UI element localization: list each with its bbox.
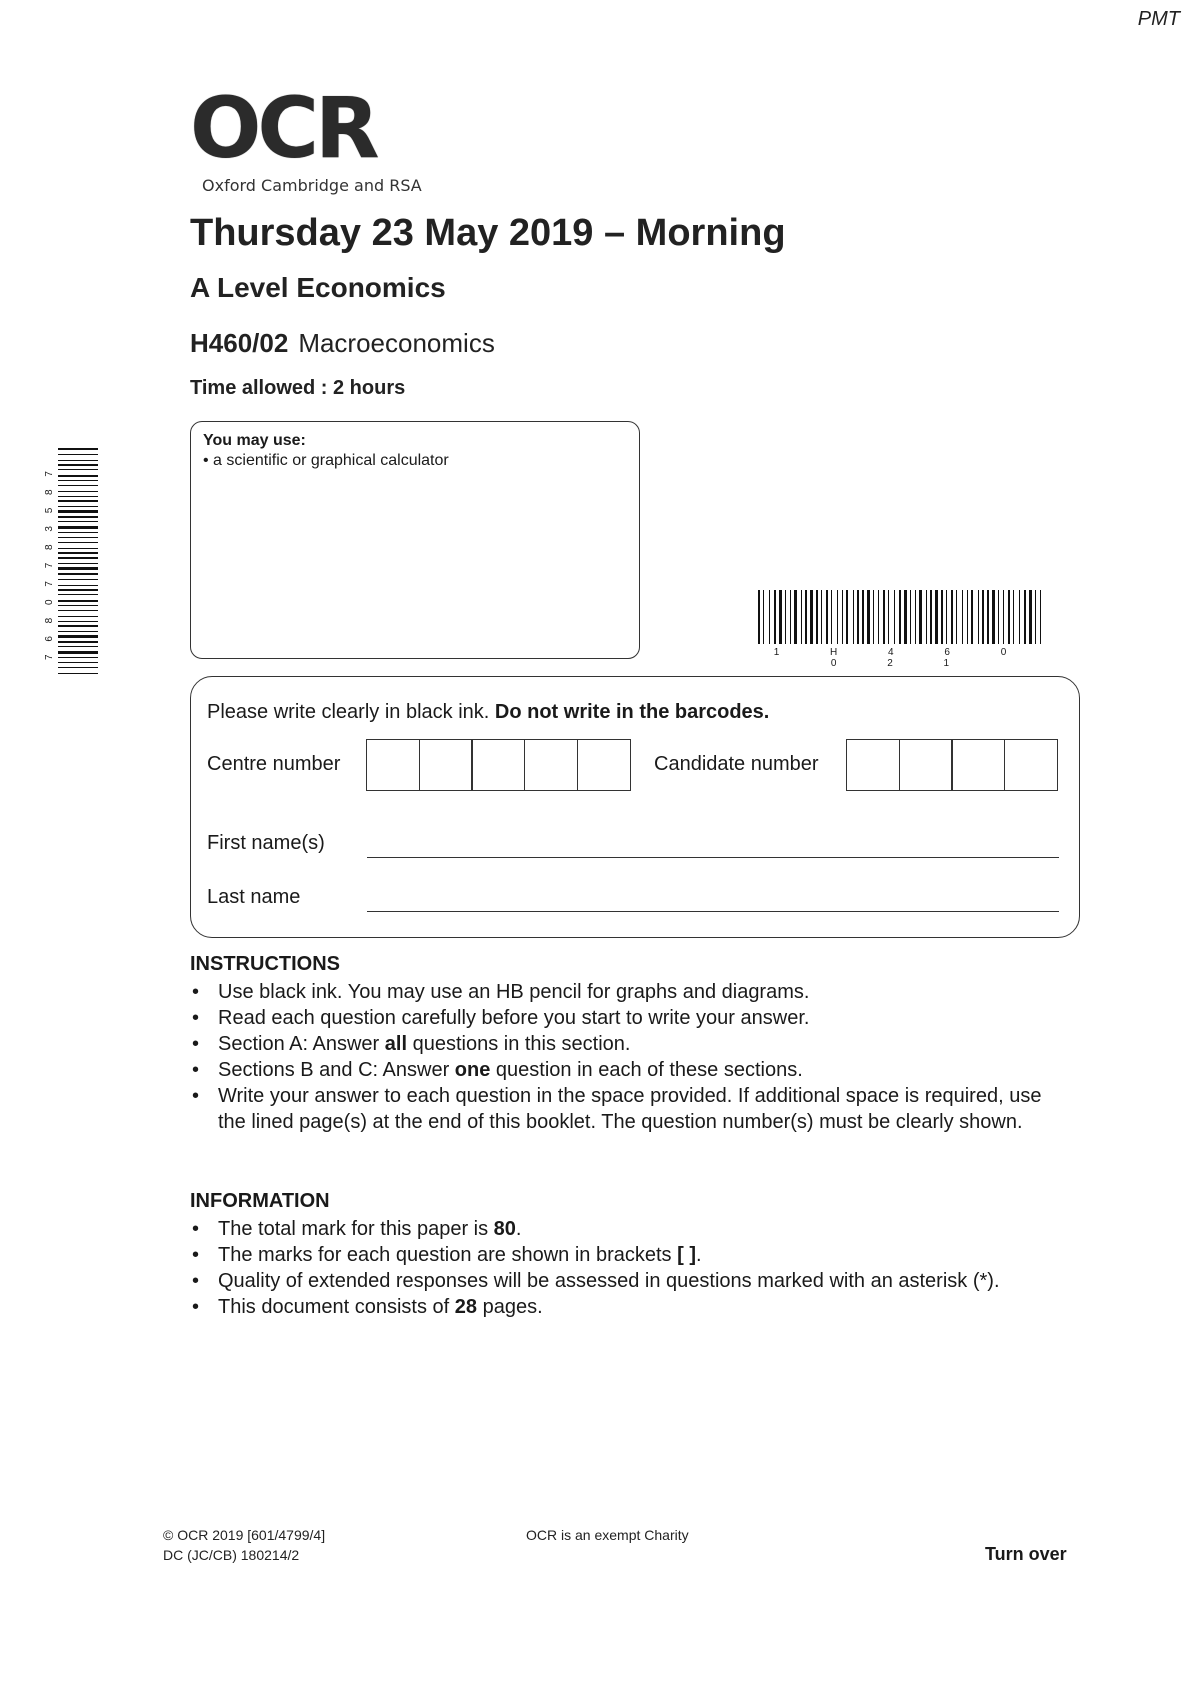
barcode-bar (769, 590, 770, 644)
barcode-bar (1019, 590, 1020, 644)
barcode-bar (992, 590, 995, 644)
vertical-barcode-digits: 7 6 8 0 7 7 8 3 5 8 7 (44, 466, 55, 660)
exam-date: Thursday 23 May 2019 – Morning (190, 212, 786, 254)
information-list (190, 1216, 1070, 1320)
barcode-bar (58, 557, 98, 559)
barcode-bar (971, 590, 973, 644)
barcode-bar (904, 590, 907, 644)
ocr-logo: OCR (190, 79, 376, 177)
barcode-bar (58, 641, 98, 643)
barcode-bar (930, 590, 932, 644)
barcode-bar (926, 590, 927, 644)
candidate-number-label: Candidate number (654, 753, 819, 775)
barcode-bar (842, 590, 843, 644)
barcode-bar (58, 673, 98, 674)
candidate-number-digit-cell[interactable] (1004, 739, 1058, 791)
barcode-bar (831, 590, 832, 644)
paper-line (190, 328, 495, 359)
candidate-number-digit-cell[interactable] (846, 739, 900, 791)
barcode-bar (899, 590, 901, 644)
barcode-bar (58, 485, 98, 486)
barcode-bar (878, 590, 879, 644)
ocr-logo-tagline: Oxford Cambridge and RSA (202, 176, 422, 195)
barcode-bar (867, 590, 870, 644)
barcode-bar (58, 516, 98, 518)
paper-code: H460/02 (190, 328, 289, 358)
barcode-bar (58, 567, 98, 570)
barcode-bar (58, 537, 98, 538)
barcode-bar (1008, 590, 1010, 644)
barcode-bar (853, 590, 854, 644)
centre-number-digit-cell[interactable] (471, 739, 525, 791)
list-item: • Read each question carefully before you start to write your answer. (190, 1005, 1070, 1031)
barcode-bar (58, 651, 98, 654)
barcode-bar (758, 590, 760, 644)
list-item: • Section A: Answer all questions in this section. (190, 1031, 1070, 1057)
barcode-bar (58, 506, 98, 507)
barcode-bar (58, 500, 98, 502)
centre-number-digit-cell[interactable] (524, 739, 578, 791)
list-item: • Quality of extended responses will be assessed in questions marked with an asterisk (*). (190, 1268, 1070, 1294)
instructions-heading: INSTRUCTIONS (190, 953, 340, 975)
barcode-bar (58, 625, 98, 627)
barcode-bar (58, 605, 98, 606)
horizontal-barcode (758, 590, 1046, 669)
barcode-bar (58, 631, 98, 632)
centre-number-digit-cell[interactable] (577, 739, 631, 791)
barcode-bar (873, 590, 874, 644)
barcode-bar (58, 460, 98, 461)
barcode-bar (58, 521, 98, 522)
barcode-bar (58, 579, 98, 580)
barcode-bar (826, 590, 828, 644)
barcode-bar (910, 590, 911, 644)
you-may-use-heading: You may use: (203, 432, 306, 449)
barcode-bar (58, 573, 98, 575)
barcode-bar (805, 590, 807, 644)
barcode-bar (846, 590, 848, 644)
barcode-bar (58, 510, 98, 513)
barcode-bar (962, 590, 963, 644)
pmt-tag: PMT (1137, 8, 1180, 30)
last-name-label: Last name (207, 886, 301, 908)
horizontal-barcode-digits: 1 H 4 6 0 0 2 1 (773, 647, 1031, 669)
barcode-bar (58, 469, 98, 470)
barcode-bar (816, 590, 818, 644)
barcode-bar (58, 542, 98, 543)
barcode-bar (919, 590, 922, 644)
paper-title: Macroeconomics (298, 328, 495, 358)
barcode-bar (58, 621, 98, 622)
instructions-list (190, 979, 1070, 1135)
barcode-bar (794, 590, 797, 644)
barcode-bar (935, 590, 938, 644)
barcode-bar (58, 475, 98, 477)
you-may-use-box (190, 421, 640, 659)
barcode-bar (58, 594, 98, 595)
barcode-bar (58, 496, 98, 497)
list-item: • Write your answer to each question in the space provided. If additional space is required, use the lined page(s) at the end of this booklet. The question number(s) must be clearly shown. (190, 1083, 1070, 1135)
candidate-number-input[interactable] (847, 739, 1058, 791)
barcode-bar (951, 590, 953, 644)
barcode-bar (790, 590, 791, 644)
barcode-bar (58, 448, 98, 450)
barcode-bar (837, 590, 838, 644)
barcode-bar (883, 590, 885, 644)
barcode-bar (58, 635, 98, 638)
centre-number-digit-cell[interactable] (419, 739, 473, 791)
information-heading: INFORMATION (190, 1190, 330, 1212)
barcode-bar (58, 552, 98, 554)
candidate-number-digit-cell[interactable] (951, 739, 1005, 791)
barcode-bar (58, 585, 98, 586)
barcode-bar (1003, 590, 1004, 644)
barcode-bar (58, 667, 98, 668)
barcode-bar (857, 590, 859, 644)
barcode-bar (785, 590, 786, 644)
list-item: • Use black ink. You may use an HB pencil for graphs and diagrams. (190, 979, 1070, 1005)
barcode-bar (1040, 590, 1041, 644)
time-allowed: Time allowed : 2 hours (190, 377, 406, 399)
list-item: • This document consists of 28 pages. (190, 1294, 1070, 1320)
centre-number-input[interactable] (367, 739, 631, 791)
first-name-field[interactable] (367, 857, 1059, 858)
barcode-bar (941, 590, 943, 644)
candidate-box-instruction: Please write clearly in black ink. Do not write in the barcodes. (207, 701, 770, 723)
barcode-bar (58, 491, 98, 492)
barcode-bar (862, 590, 864, 644)
candidate-details-box (190, 676, 1080, 938)
barcode-bar (58, 563, 98, 564)
barcode-bar (58, 662, 98, 663)
barcode-bar (58, 526, 98, 529)
vertical-barcode (44, 448, 98, 678)
barcode-bar (946, 590, 947, 644)
barcode-bar (888, 590, 889, 644)
barcode-bar (58, 616, 98, 617)
barcode-bar (779, 590, 782, 644)
centre-number-digit-cell[interactable] (366, 739, 420, 791)
you-may-use-item: • a scientific or graphical calculator (203, 452, 449, 469)
barcode-bar (1035, 590, 1036, 644)
list-item: • The marks for each question are shown in brackets [ ]. (190, 1242, 1070, 1268)
last-name-field[interactable] (367, 911, 1059, 912)
barcode-bar (1013, 590, 1014, 644)
barcode-bar (58, 480, 98, 481)
barcode-bar (915, 590, 916, 644)
barcode-bar (58, 548, 98, 549)
dc-code: DC (JC/CB) 180214/2 (163, 1547, 300, 1563)
barcode-bar (982, 590, 984, 644)
barcode-bar (58, 532, 98, 533)
barcode-bar (1024, 590, 1026, 644)
barcode-bar (987, 590, 989, 644)
barcode-bar (801, 590, 802, 644)
barcode-bar (58, 464, 98, 466)
barcode-bar (774, 590, 776, 644)
first-name-label: First name(s) (207, 832, 325, 854)
barcode-bar (58, 454, 98, 455)
charity-note: OCR is an exempt Charity (526, 1527, 689, 1543)
barcode-bar (810, 590, 813, 644)
barcode-bar (58, 610, 98, 611)
barcode-bar (58, 657, 98, 658)
candidate-number-digit-cell[interactable] (899, 739, 953, 791)
barcode-bar (998, 590, 999, 644)
barcode-bar (58, 589, 98, 591)
centre-number-label: Centre number (207, 753, 341, 775)
copyright: © OCR 2019 [601/4799/4] (163, 1527, 326, 1543)
subject-title: A Level Economics (190, 272, 446, 303)
barcode-bar (821, 590, 822, 644)
turn-over: Turn over (985, 1544, 1067, 1564)
barcode-bar (956, 590, 957, 644)
barcode-bar (763, 590, 764, 644)
list-item: • The total mark for this paper is 80. (190, 1216, 1070, 1242)
barcode-bar (967, 590, 968, 644)
barcode-bar (894, 590, 895, 644)
list-item: • Sections B and C: Answer one question in each of these sections. (190, 1057, 1070, 1083)
barcode-bar (978, 590, 979, 644)
barcode-bar (58, 600, 98, 602)
barcode-bar (58, 646, 98, 647)
barcode-bar (1029, 590, 1032, 644)
